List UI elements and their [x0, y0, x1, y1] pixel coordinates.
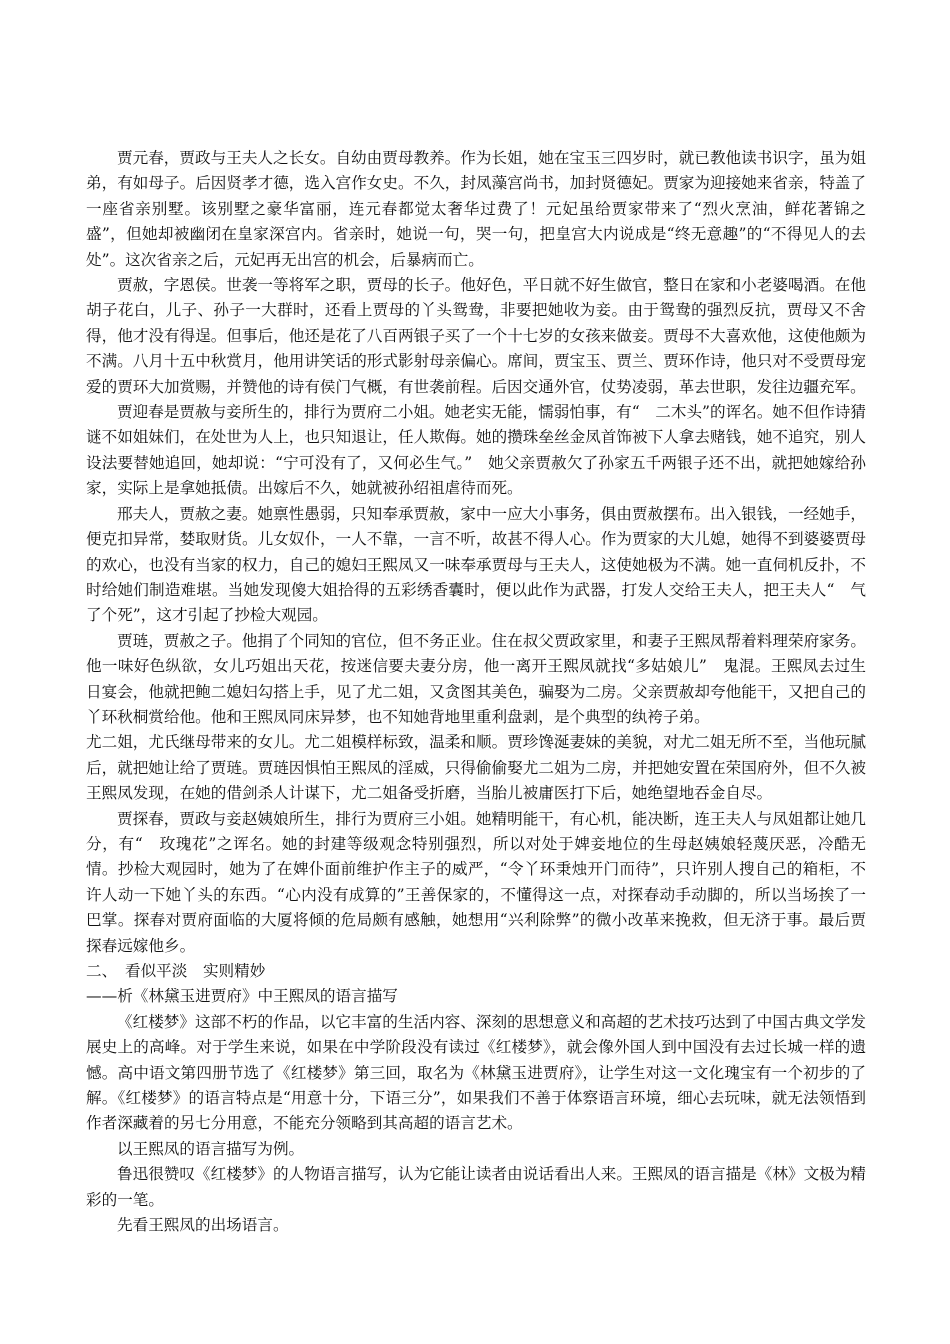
paragraph-jiashe: 贾赦，字恩侯。世袭一等将军之职，贾母的长子。他好色，平日就不好生做官，整日在家和小老婆喝酒。在他胡子花白，儿子、孙子一大群时，还看上贾母的丫头鸳鸯，非要把她收为妾。由于鸳鸯的强烈反抗，贾母又不舍得，他才没有得逞。但事后，他还是花了八百两银子买了一个十七岁的女孩来做妾。贾母不大喜欢他，这使他颇为不满。八月十五中秋赏月，他用讲笑话的形式影射母亲偏心。席间，贾宝玉、贾兰、贾环作诗，他只对不受贾母宠爱的贾环大加赏赐，并赞他的诗有侯门气概，有世袭前程。后因交通外官，仗势凌弱，革去世职，发往边疆充军。 [86, 276, 866, 396]
section-subtitle: ——析《林黛玉进贾府》中王熙凤的语言描写 [86, 987, 398, 1006]
paragraph-luxun: 鲁迅很赞叹《红楼梦》的人物语言描写，认为它能让读者由说话看出人来。王熙凤的语言描是《林》文极为精彩的一笔。 [86, 1165, 866, 1209]
paragraph-hongloumeng-intro: 《红楼梦》这部不朽的作品，以它丰富的生活内容、深刻的思想意义和高超的艺术技巧达到了中国古典文学发展史上的高峰。对于学生来说，如果在中学阶段没有读过《红楼梦》，就会像外国人到中国没有去过长城一样的遗憾。高中语文第四册节选了《红楼梦》第三回，取名为《林黛玉进贾府》，让学生对这一文化瑰宝有一个初步的了解。《红楼梦》的语言特点是“用意十分，下语三分”，如果我们不善于体察语言环境，细心去玩味，就无法领悟到作者深藏着的另七分用意，不能充分领略到其高超的语言艺术。 [86, 1012, 866, 1133]
paragraph-tanchun: 贾探春，贾政与妾赵姨娘所生，排行为贾府三小姐。她精明能干，有心机，能决断，连王夫人与凤姐都让她几分，有“ 玫瑰花”之诨名。她的封建等级观念特别强烈，所以对处于婢妾地位的生母赵姨娘轻蔑厌恶，冷酷无情。抄检大观园时，她为了在婢仆面前维护作主子的威严，“令丫环秉烛开门而待”，只许别人搜自己的箱柜，不许人动一下她丫头的东西。“心内没有成算的”王善保家的，不懂得这一点，对探春动手动脚的，所以当场挨了一巴掌。探春对贾府面临的大厦将倾的危局颇有感触，她想用“兴利除弊”的微小改革来挽救，但无济于事。最后贾探春远嫁他乡。 [86, 809, 866, 955]
section-heading: 二、 看似平淡 实则精妙 [86, 962, 266, 980]
paragraph-you-erjie: 尤二姐，尤氏继母带来的女儿。尤二姐模样标致，温柔和顺。贾珍馋涎妻妹的美貌，对尤二姐无所不至，当他玩腻后，就把她让给了贾琏。贾琏因惧怕王熙凤的淫威，只得偷偷娶尤二姐为二房，并把她安置在荣国府外，但不久被王熙凤发现，在她的借剑杀人计谋下，尤二姐备受折磨，当胎儿被庸医打下后，她绝望地吞金自尽。 [86, 733, 866, 803]
paragraph-yuanchun: 贾元春，贾政与王夫人之长女。自幼由贾母教养。作为长姐，她在宝玉三四岁时，就已教他读书识字，虽为姐弟，有如母子。后因贤孝才德，选入宫作女史。不久，封凤藻宫尚书，加封贤德妃。贾家为迎接她来省亲，特盖了一座省亲别墅。该别墅之豪华富丽，连元春都觉太奢华过费了！元妃虽给贾家带来了“烈火烹油，鲜花著锦之盛”，但她却被幽闭在皇家深宫内。省亲时，她说一句，哭一句，把皇宫大内说成是“终无意趣”的“不得见人的去处”。这次省亲之后，元妃再无出宫的机会，后暴病而亡。 [86, 149, 866, 269]
paragraph-lady-xing: 邢夫人，贾赦之妻。她禀性愚弱，只知奉承贾赦，家中一应大小事务，俱由贾赦摆布。出入银钱，一经她手，便克扣异常，婪取财货。儿女奴仆，一人不靠，一言不听，故甚不得人心。作为贾家的大儿媳，她得不到婆婆贾母的欢心，也没有当家的权力，自己的媳妇王熙凤又一味奉承贾母与王夫人，这使她极为不满。她一直伺机反扑，不时给她们制造难堪。当她发现傻大姐拾得的五彩绣香囊时，便以此作为武器，打发人交给王夫人，把王夫人“ 气了个死”，这才引起了抄检大观园。 [86, 504, 866, 625]
paragraph-first-appearance: 先看王熙凤的出场语言。 [117, 1216, 289, 1235]
paragraph-example: 以王熙凤的语言描写为例。 [117, 1139, 305, 1158]
document-body [86, 146, 866, 1238]
paragraph-yingchun: 贾迎春是贾赦与妾所生的，排行为贾府二小姐。她老实无能，懦弱怕事，有“ 二木头”的诨名。她不但作诗猜谜不如姐妹们，在处世为人上，也只知退让，任人欺侮。她的攒珠垒丝金凤首饰被下人拿去赌钱，她不追究，别人设法要替她追回，她却说：“宁可没有了，又何必生气。” 她父亲贾赦欠了孙家五千两银子还不出，就把她嫁给孙家，实际上是拿她抵债。出嫁后不久，她就被孙绍祖虐待而死。 [86, 403, 866, 498]
paragraph-jialian: 贾琏，贾赦之子。他捐了个同知的官位，但不务正业。住在叔父贾政家里，和妻子王熙凤帮着料理荣府家务。他一味好色纵欲，女儿巧姐出天花，按迷信要夫妻分房，他一离开王熙凤就找“多姑娘儿” 鬼混。王熙凤去过生日宴会，他就把鲍二媳妇勾搭上手，见了尤二姐，又贪图其美色，骗娶为二房。父亲贾赦却夸他能干，又把自己的丫环秋桐赏给他。他和王熙凤同床异梦，也不知她背地里重利盘剥，是个典型的纨袴子弟。 [86, 631, 866, 726]
